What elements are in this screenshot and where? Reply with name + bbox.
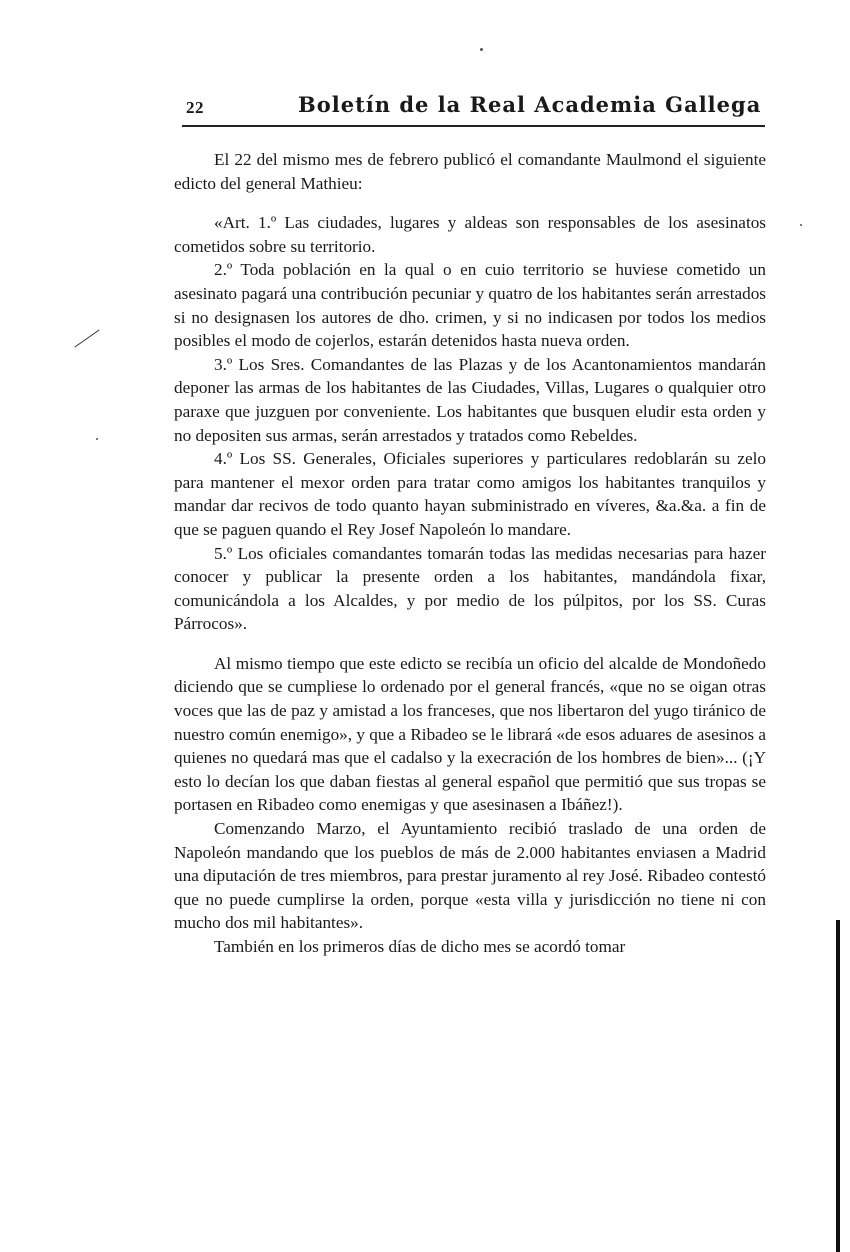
paragraph-final: También en los primeros días de dicho mes se acordó tomar xyxy=(214,937,626,956)
scan-speck xyxy=(96,438,98,440)
edict-article-4: 4.º Los SS. Generales, Oficiales superiores y particulares redoblarán su zelo para mantener el mexor orden para tratar como amigos los habitantes tranquilos y mandar dar recivos de todo quanto hayan subministrado en víveres, &a.&a. a fin de que se paguen quando el Rey Josef Napoleón lo mandare. xyxy=(174,449,766,539)
edict-article-5: 5.º Los oficiales comandantes tomarán todas las medidas necesarias para hazer conocer y publicar la presente orden a los habitantes, mandándola fixar, comunicándola a los Alcaldes, y por medio de los púlpitos, por los SS. Curas Párrocos». xyxy=(174,543,766,634)
paragraph-mondonedo: Al mismo tiempo que este edicto se recibía un oficio del alcalde de Mondoñedo diciendo que se cumpliese lo ordenado por el general francés, «que no se oigan otras voces que las de paz y amistad a los franceses, que nos libertaron del yugo tiránico de nuestro común enemigo», y que a Ribadeo se le librará «de esos aduares de asesinos a quienes no quedará mas que el cadalso y la execración de los hombres de bien»... (¡Y esto lo decían los que daban fiestas al general español que permitió que sus tropas se portasen en Ribadeo como enemigas y que asesinasen a Ibáñez!). xyxy=(174,653,766,815)
paragraph-intro: El 22 del mismo mes de febrero publicó el comandante Maulmond el siguiente edicto del general Mathieu: xyxy=(174,150,766,193)
body-text xyxy=(174,148,766,959)
edict-article-1: «Art. 1.º Las ciudades, lugares y aldeas son responsables de los asesinatos cometidos sobre su territorio. xyxy=(174,213,766,256)
scan-speck xyxy=(480,48,483,51)
page-number: 22 xyxy=(186,98,204,117)
paragraph-marzo: Comenzando Marzo, el Ayuntamiento recibió traslado de una orden de Napoleón mandando que los pueblos de más de 2.000 habitantes enviasen a Madrid una diputación de tres miembros, para prestar juramento al rey José. Ribadeo contestó que no puede cumplirse la orden, porque «esta villa y jurisdicción no tiene ni con mucho dos mil habitantes». xyxy=(174,819,766,933)
running-title: Boletín de la Real Academia Gallega xyxy=(298,92,762,117)
scan-speck xyxy=(800,224,802,226)
scan-edge-line xyxy=(836,920,840,1252)
header-rule xyxy=(182,125,765,127)
edict-article-2: 2.º Toda población en la qual o en cuio territorio se huviese cometido un asesinato pagará una contribución pecuniar y quatro de los habitantes serán arrestados si no designasen los autores de dho. crimen, y si no indicasen por todos los medios posibles el modo de cojerlos, estarán detenidos hasta nueva orden. xyxy=(174,260,766,351)
scan-speck xyxy=(74,329,99,347)
edict-article-3: 3.º Los Sres. Comandantes de las Plazas y de los Acantonamientos mandarán deponer las armas de los habitantes de las Ciudades, Villas, Lugares o qualquier otro paraxe que juzguen por conveniente. Los habitantes que busquen eludir esta orden y no depositen sus armas, serán arrestados y tratados como Rebeldes. xyxy=(174,354,766,445)
